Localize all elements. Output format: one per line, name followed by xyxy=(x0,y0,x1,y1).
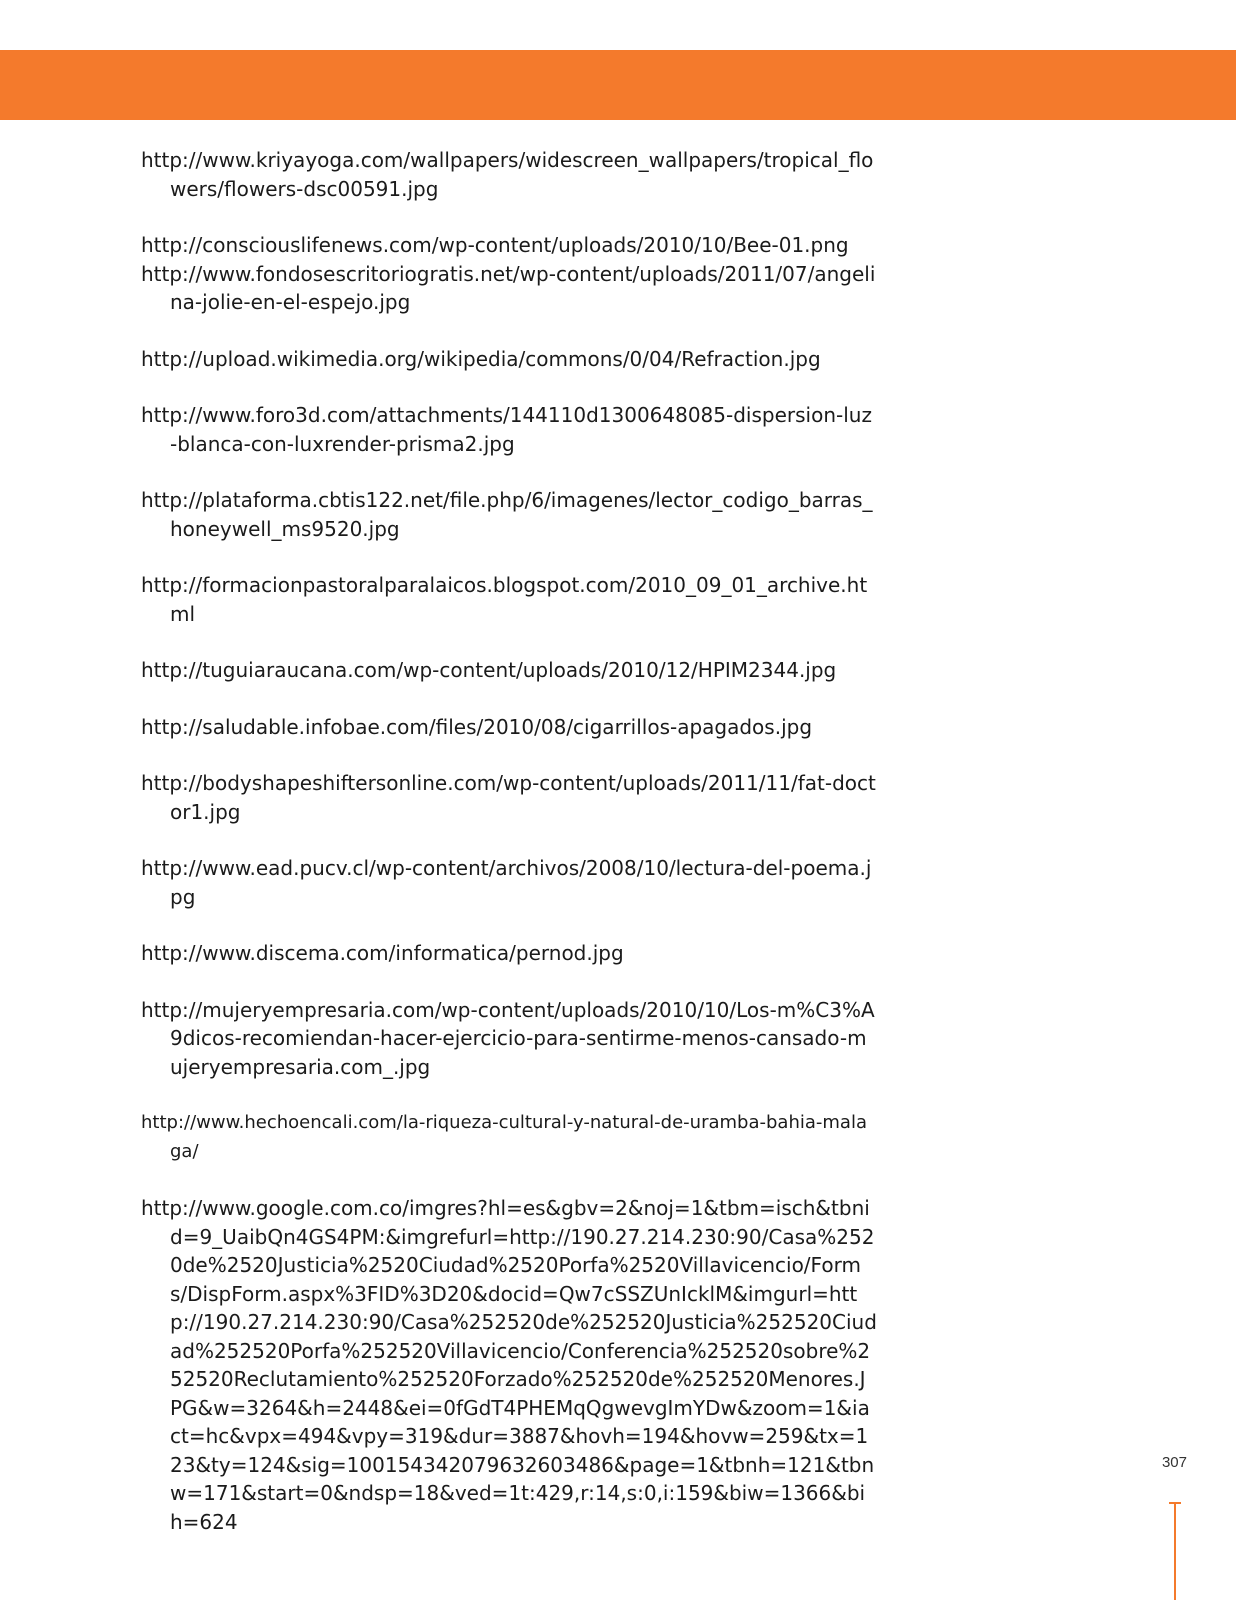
reference-item: http://bodyshapeshiftersonline.com/wp-content/uploads/2011/11/fat-doctor1.jpg xyxy=(141,771,876,824)
reference-item: http://www.kriyayoga.com/wallpapers/widescreen_wallpapers/tropical_flowers/flowers-dsc00591.jpg xyxy=(141,148,874,201)
reference-item: http://plataforma.cbtis122.net/file.php/6/imagenes/lector_codigo_barras_honeywell_ms9520.jpg xyxy=(141,488,873,541)
header-band xyxy=(0,50,1236,120)
reference-item: http://saludable.infobae.com/files/2010/08/cigarrillos-apagados.jpg xyxy=(141,714,813,739)
reference-item: http://www.fondosescritoriogratis.net/wp-content/uploads/2011/07/angelina-jolie-en-el-espejo.jpg xyxy=(141,261,876,314)
reference-item: http://formacionpastoralparalaicos.blogspot.com/2010_09_01_archive.html xyxy=(141,573,868,626)
reference-list xyxy=(141,146,877,1536)
reference-item: http://www.discema.com/informatica/pernod.jpg xyxy=(141,941,624,965)
margin-rule-cap xyxy=(1169,1502,1181,1504)
reference-item: http://upload.wikimedia.org/wikipedia/commons/0/04/Refraction.jpg xyxy=(141,346,821,371)
reference-item: http://www.foro3d.com/attachments/144110d1300648085-dispersion-luz-blanca-con-luxrender-prisma2.jpg xyxy=(141,403,872,456)
reference-item: http://www.google.com.co/imgres?hl=es&gbv=2&noj=1&tbm=isch&tbnid=9_UaibQn4GS4PM:&imgrefurl=http://190.27.214.230:90/Casa%2520de%2520Justicia%2520Ciudad%2520Porfa%2520Villavicencio/Forms/DispForm.aspx%3FID%3D20&docid=Qw7cSSZUnIcklM&imgurl=http://190.27.214.230:90/Casa%252520de%252520Justicia%252520Ciudad%252520Porfa%252520Villavicencio/Conferencia%252520sobre%252520Reclutamiento%252520Forzado%252520de%252520Menores.JPG&w=3264&h=2448&ei=0fGdT4PHEMqQgwevgImYDw&zoom=1&iact=hc&vpx=494&vpy=319&dur=3887&hovh=194&hovw=259&tx=123&ty=124&sig=100154342079632603486&page=1&tbnh=121&tbnw=171&start=0&ndsp=18&ved=1t:429,r:14,s:0,i:159&biw=1366&bih=624 xyxy=(141,1196,877,1534)
margin-rule xyxy=(1174,1502,1176,1600)
reference-item: http://mujeryempresaria.com/wp-content/uploads/2010/10/Los-m%C3%A9dicos-recomiendan-hacer-ejercicio-para-sentirme-menos-cansado-mujeryempresaria.com_.jpg xyxy=(141,997,875,1079)
reference-item: http://www.ead.pucv.cl/wp-content/archivos/2008/10/lectura-del-poema.jpg xyxy=(141,856,872,909)
reference-item: http://www.hechoencali.com/la-riqueza-cultural-y-natural-de-uramba-bahia-malaga/ xyxy=(141,1112,867,1162)
page-number: 307 xyxy=(1161,1454,1187,1471)
reference-item: http://tuguiaraucana.com/wp-content/uploads/2010/12/HPIM2344.jpg xyxy=(141,658,837,682)
reference-item: http://consciouslifenews.com/wp-content/uploads/2010/10/Bee-01.png xyxy=(141,233,849,257)
